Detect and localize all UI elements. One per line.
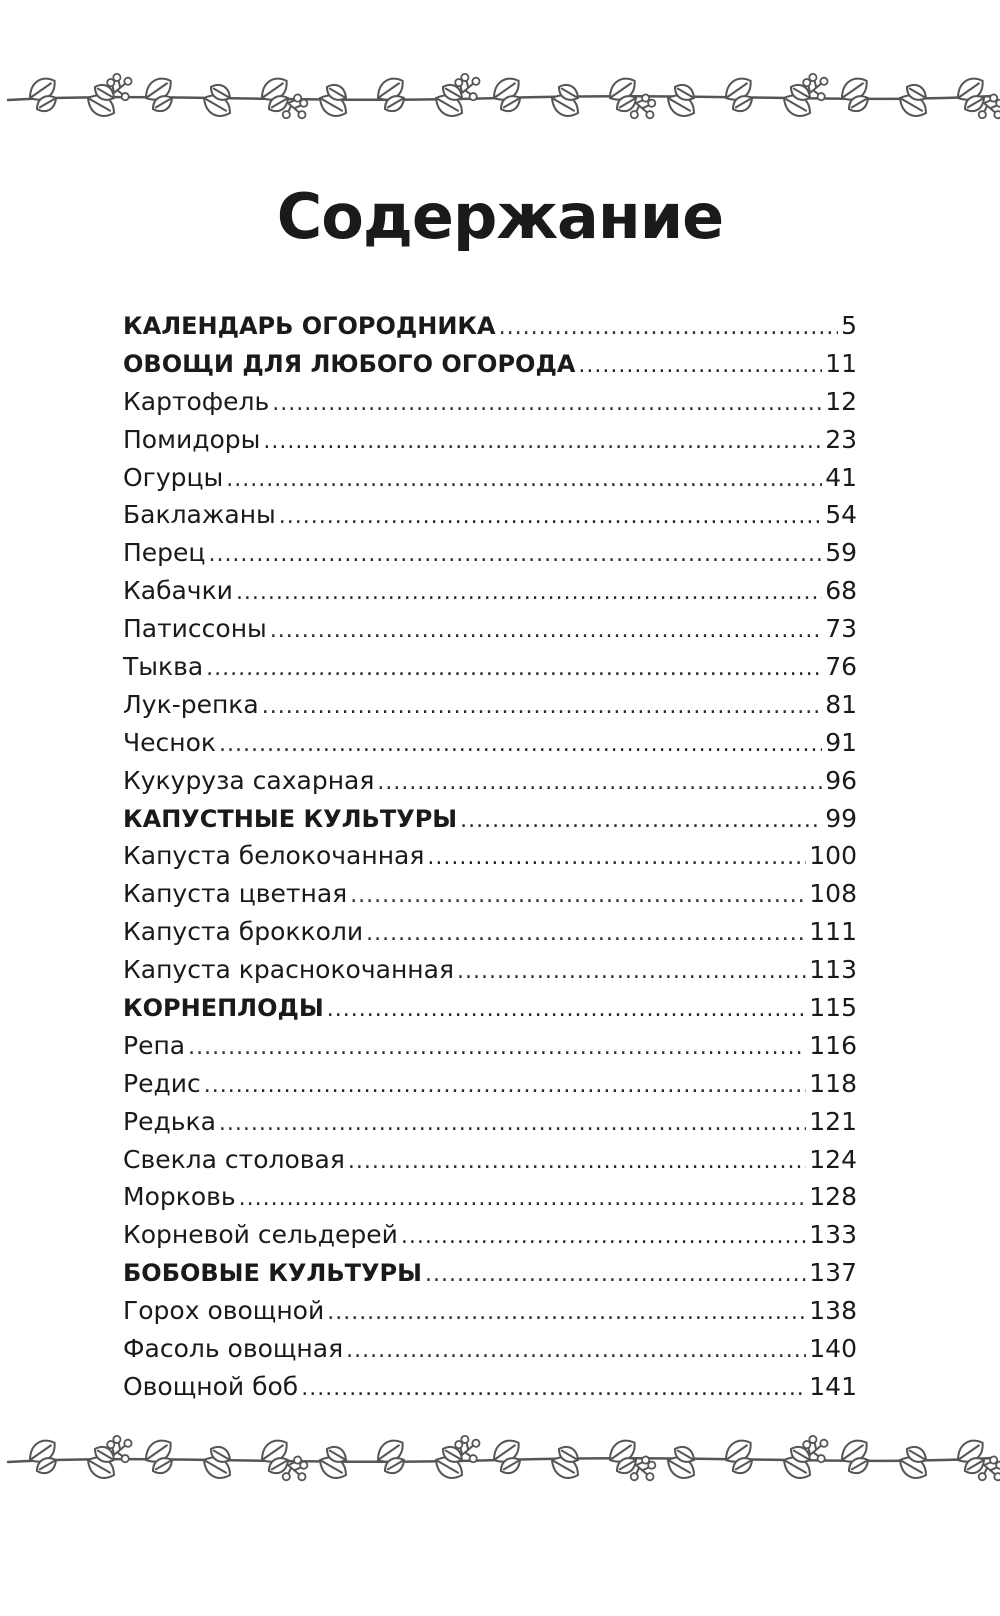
toc-leader-dots <box>346 1338 806 1363</box>
toc-page-number: 23 <box>825 424 857 454</box>
toc-label: Перец <box>123 538 206 568</box>
toc-page-number: 115 <box>809 993 857 1023</box>
toc-page-number: 99 <box>825 803 857 833</box>
toc-leader-dots <box>272 391 822 416</box>
toc-page-number: 41 <box>825 462 857 492</box>
toc-label: КАПУСТНЫЕ КУЛЬТУРЫ <box>123 804 458 833</box>
toc-page-number: 128 <box>809 1182 857 1212</box>
toc-section-row <box>123 804 857 842</box>
toc-leader-dots <box>208 542 822 567</box>
toc-leader-dots <box>226 467 822 492</box>
toc-page-number: 100 <box>809 841 857 871</box>
toc-section-row <box>123 311 857 349</box>
bottom-vine-ornament <box>0 1400 1000 1520</box>
toc-label: Морковь <box>123 1182 236 1212</box>
toc-entry-row <box>123 879 857 917</box>
toc-label: Редька <box>123 1106 216 1136</box>
toc-label: Репа <box>123 1030 186 1060</box>
toc-entry-row <box>123 955 857 993</box>
toc-label: Капуста брокколи <box>123 917 364 947</box>
toc-leader-dots <box>460 808 822 833</box>
toc-label: Огурцы <box>123 462 224 492</box>
toc-leader-dots <box>301 1376 806 1401</box>
toc-label: Тыква <box>123 652 204 682</box>
toc-entry-row <box>123 690 857 728</box>
toc-label: Фасоль овощная <box>123 1334 344 1364</box>
toc-leader-dots <box>236 580 822 605</box>
toc-label: Капуста краснокочанная <box>123 955 454 985</box>
toc-label: Патиссоны <box>123 614 267 644</box>
toc-leader-dots <box>270 618 822 643</box>
toc-page-number: 116 <box>809 1030 857 1060</box>
toc-leader-dots <box>219 732 822 757</box>
toc-label: Капуста цветная <box>123 879 348 909</box>
toc-page-number: 118 <box>809 1068 857 1098</box>
toc-page-number: 96 <box>825 765 857 795</box>
toc-page-number: 133 <box>809 1220 857 1250</box>
toc-page-number: 73 <box>825 614 857 644</box>
toc-page-number: 68 <box>825 576 857 606</box>
toc-entry-row <box>123 766 857 804</box>
toc-label: Капуста белокочанная <box>123 841 425 871</box>
toc-entry-row <box>123 1182 857 1220</box>
toc-entry-row <box>123 652 857 690</box>
toc-label: Кабачки <box>123 576 233 606</box>
toc-entry-row <box>123 1107 857 1145</box>
toc-leader-dots <box>219 1111 806 1136</box>
toc-leader-dots <box>327 1300 806 1325</box>
toc-label: Горох овощной <box>123 1296 325 1326</box>
toc-entry-row <box>123 1220 857 1258</box>
toc-page-number: 138 <box>809 1296 857 1326</box>
toc-leader-dots <box>204 1073 807 1098</box>
toc-page-number: 12 <box>825 386 857 416</box>
toc-entry-row <box>123 1145 857 1183</box>
toc-leader-dots <box>401 1224 806 1249</box>
toc-leader-dots <box>427 845 806 870</box>
toc-section-row <box>123 993 857 1031</box>
toc-page-number: 76 <box>825 652 857 682</box>
toc-leader-dots <box>348 1149 806 1174</box>
toc-page-number: 121 <box>809 1106 857 1136</box>
toc-entry-row <box>123 576 857 614</box>
toc-label: Свекла столовая <box>123 1144 345 1174</box>
toc-page-number: 59 <box>825 538 857 568</box>
toc-leader-dots <box>239 1186 807 1211</box>
toc-entry-row <box>123 538 857 576</box>
toc-leader-dots <box>425 1262 806 1287</box>
toc-entry-row <box>123 614 857 652</box>
toc-section-row <box>123 1258 857 1296</box>
toc-entry-row <box>123 1334 857 1372</box>
toc-leader-dots <box>377 770 822 795</box>
toc-leader-dots <box>188 1035 806 1060</box>
toc-entry-row <box>123 1296 857 1334</box>
toc-entry-row <box>123 917 857 955</box>
toc-leader-dots <box>366 921 806 946</box>
toc-page-number: 11 <box>825 348 857 378</box>
toc-leader-dots <box>457 959 806 984</box>
toc-label: БОБОВЫЕ КУЛЬТУРЫ <box>123 1259 422 1288</box>
toc-leader-dots <box>206 656 822 681</box>
toc-label: Корневой сельдерей <box>123 1220 398 1250</box>
toc-label: КОРНЕПЛОДЫ <box>123 994 324 1023</box>
toc-label: Помидоры <box>123 424 261 454</box>
toc-leader-dots <box>263 429 822 454</box>
toc-page-number: 141 <box>809 1371 857 1401</box>
toc-entry-row <box>123 463 857 501</box>
toc-label: Редис <box>123 1068 201 1098</box>
toc-leader-dots <box>327 997 807 1022</box>
toc-page-number: 5 <box>841 311 857 340</box>
top-vine-ornament <box>0 38 1000 158</box>
toc-label: Чеснок <box>123 727 217 757</box>
toc-label: Картофель <box>123 386 270 416</box>
toc-leader-dots <box>350 883 806 908</box>
toc-page-number: 113 <box>809 955 857 985</box>
page-title: Содержание <box>276 180 724 253</box>
toc-label: Овощной боб <box>123 1371 299 1401</box>
toc-page-number: 124 <box>809 1144 857 1174</box>
toc-entry-row <box>123 728 857 766</box>
toc-entry-row <box>123 1069 857 1107</box>
toc-label: КАЛЕНДАРЬ ОГОРОДНИКА <box>123 312 496 340</box>
toc-entry-row <box>123 425 857 463</box>
toc-label: Кукуруза сахарная <box>123 765 375 795</box>
toc-page-number: 108 <box>809 879 857 909</box>
toc-leader-dots <box>499 315 838 340</box>
toc-entry-row <box>123 1031 857 1069</box>
toc-leader-dots <box>279 504 822 529</box>
toc-page-number: 111 <box>809 917 857 947</box>
toc-entry-row <box>123 841 857 879</box>
toc-entry-row <box>123 387 857 425</box>
table-of-contents <box>123 311 857 1410</box>
toc-leader-dots <box>578 353 822 378</box>
toc-page-number: 54 <box>825 500 857 530</box>
toc-label: ОВОЩИ ДЛЯ ЛЮБОГО ОГОРОДА <box>123 349 576 378</box>
toc-page-number: 140 <box>809 1334 857 1364</box>
toc-page-number: 137 <box>809 1258 857 1288</box>
toc-label: Лук-репка <box>123 689 259 719</box>
toc-entry-row <box>123 500 857 538</box>
toc-section-row <box>123 349 857 387</box>
toc-page-number: 91 <box>825 727 857 757</box>
toc-label: Баклажаны <box>123 500 276 530</box>
toc-leader-dots <box>262 694 822 719</box>
toc-page-number: 81 <box>825 689 857 719</box>
